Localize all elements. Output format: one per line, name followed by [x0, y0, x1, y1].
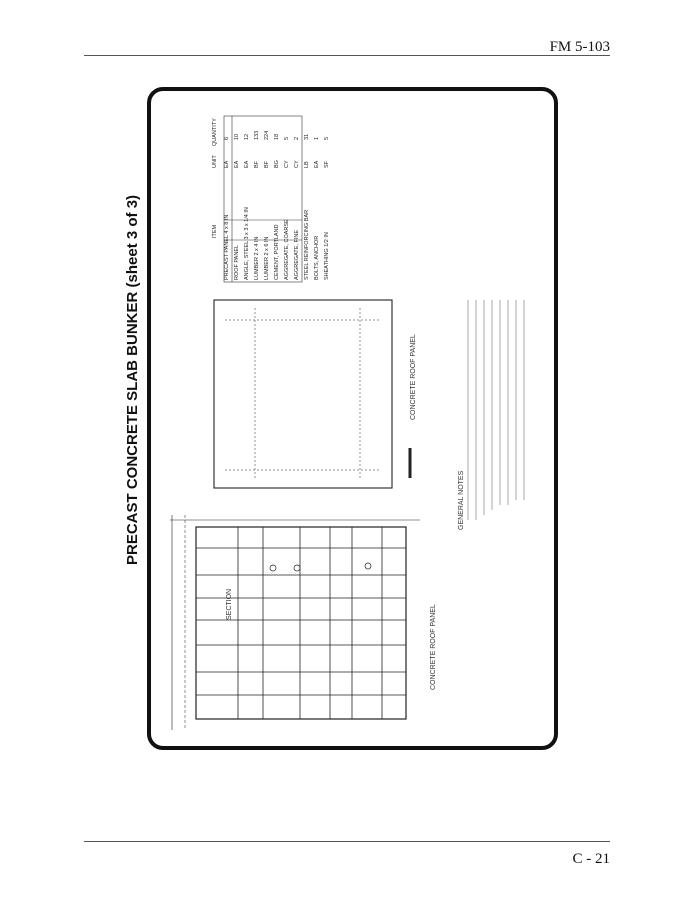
bom-qty: 133 [254, 130, 260, 140]
bom-unit: CY [294, 160, 300, 168]
general-notes-heading: GENERAL NOTES [458, 470, 465, 530]
bom-unit: LB [304, 161, 310, 168]
bom-row: AGGREGATE, COARSE [284, 219, 290, 280]
bom-qty: 5 [284, 136, 290, 140]
bom-row: ANGLE, STEEL 3 x 3 x 1/4 IN [244, 207, 250, 280]
bom-unit: EA [314, 160, 320, 168]
bom-header-item: ITEM [212, 224, 218, 238]
bom-unit: BF [264, 160, 270, 168]
figure-title: PRECAST CONCRETE SLAB BUNKER (sheet 3 of 3) [124, 194, 141, 565]
bom-qty: 12 [244, 133, 250, 140]
bom-row: SHEATHING 1/2 IN [324, 232, 330, 280]
bom-header-quantity: QUANTITY [212, 118, 218, 146]
bom-qty: 18 [274, 133, 280, 140]
bom-unit: BF [254, 160, 260, 168]
roof-panel-plan [214, 300, 392, 488]
bom-qty: 1 [314, 136, 320, 140]
section-label: SECTION [226, 588, 233, 620]
bom-row: LUMBER 2 x 6 IN [264, 236, 270, 280]
bom-unit: EA [224, 160, 230, 168]
bom-qty: 224 [264, 130, 270, 140]
roof-panel-label-right: CONCRETE ROOF PANEL [410, 334, 417, 420]
bom-row: BOLTS, ANCHOR [314, 235, 320, 280]
bom-unit: EA [234, 160, 240, 168]
bom-unit: EA [244, 160, 250, 168]
bom-qty: 2 [294, 136, 300, 140]
bom-row: LUMBER 2 x 4 IN [254, 236, 260, 280]
section-drawing [170, 515, 420, 730]
bom-row: ROOF PANEL [234, 244, 240, 280]
footer-rule [84, 841, 610, 842]
document-id: FM 5-103 [549, 39, 610, 55]
roof-panel-label-left: CONCRETE ROOF PANEL [430, 604, 437, 690]
bom-row: AGGREGATE, FINE [294, 229, 300, 280]
bom-qty: 5 [324, 136, 330, 140]
bom-row: CEMENT, PORTLAND [274, 224, 280, 280]
bom-row: PRECAST PANEL 4 x 8 IN [224, 214, 230, 280]
general-notes-lines [468, 300, 524, 520]
bom-unit: SF [324, 160, 330, 168]
bom-row: STEEL REINFORCING BAR [304, 209, 310, 280]
bom-header-unit: UNIT [212, 155, 218, 168]
roof-panel-outline [196, 527, 406, 719]
bom-qty: 6 [224, 136, 230, 140]
bom-qty: 10 [234, 133, 240, 140]
bom-unit: BG [274, 160, 280, 168]
roof-panel-drawing [214, 300, 410, 488]
page-number: C - 21 [572, 851, 610, 867]
bom-qty: 31 [304, 133, 310, 140]
bom-unit: CY [284, 160, 290, 168]
